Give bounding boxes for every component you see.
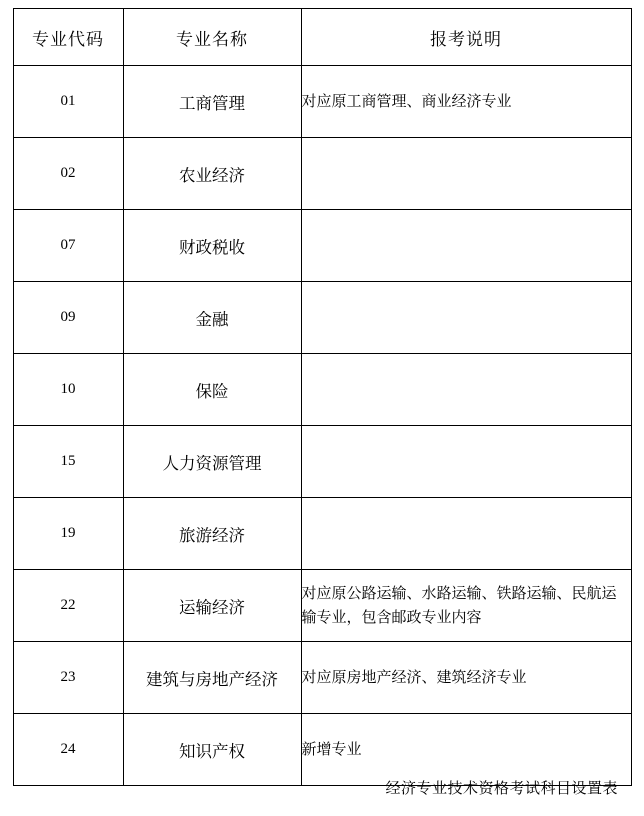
cell-code: 02 [13,138,123,210]
table-row [13,426,631,498]
cell-name: 建筑与房地产经济 [123,642,301,714]
cell-code: 10 [13,354,123,426]
table-row [13,570,631,642]
table-body [13,66,631,786]
cell-code: 15 [13,426,123,498]
cell-name: 人力资源管理 [123,426,301,498]
cell-desc-text: 对应原房地产经济、建筑经济专业 [301,669,527,686]
cell-desc [301,714,631,786]
cell-desc [301,354,631,426]
column-header-desc: 报考说明 [301,9,631,66]
cell-desc [301,282,631,354]
table-row [13,66,631,138]
cell-code: 07 [13,210,123,282]
cell-code: 09 [13,282,123,354]
table-header [13,9,631,66]
cell-name: 运输经济 [123,570,301,642]
table-row [13,210,631,282]
cell-name: 金融 [123,282,301,354]
cell-desc [301,570,631,642]
cell-code: 24 [13,714,123,786]
table-row [13,498,631,570]
cell-desc [301,138,631,210]
cell-desc-text: 对应原工商管理、商业经济专业 [301,93,512,110]
cell-desc [301,210,631,282]
cell-code: 23 [13,642,123,714]
table-row [13,642,631,714]
major-code-table [13,8,632,786]
column-header-name: 专业名称 [123,9,301,66]
cell-desc-text: 新增专业 [301,741,362,758]
cell-desc-text: 对应原公路运输、水路运输、铁路运输、民航运输专业，包含邮政专业内容 [301,585,617,626]
table-row [13,282,631,354]
cell-name: 财政税收 [123,210,301,282]
cell-name: 保险 [123,354,301,426]
cell-name: 工商管理 [123,66,301,138]
cell-desc [301,66,631,138]
cell-code: 01 [13,66,123,138]
cell-code: 22 [13,570,123,642]
table-row [13,138,631,210]
cell-desc [301,642,631,714]
cell-desc [301,426,631,498]
table-row [13,354,631,426]
cell-name: 知识产权 [123,714,301,786]
cell-desc [301,498,631,570]
table-row [13,714,631,786]
table-caption: 经济专业技术资格考试科目设置表 [385,781,618,797]
cell-name: 旅游经济 [123,498,301,570]
column-header-code: 专业代码 [13,9,123,66]
cell-name: 农业经济 [123,138,301,210]
cell-code: 19 [13,498,123,570]
table-header-row [13,9,631,66]
